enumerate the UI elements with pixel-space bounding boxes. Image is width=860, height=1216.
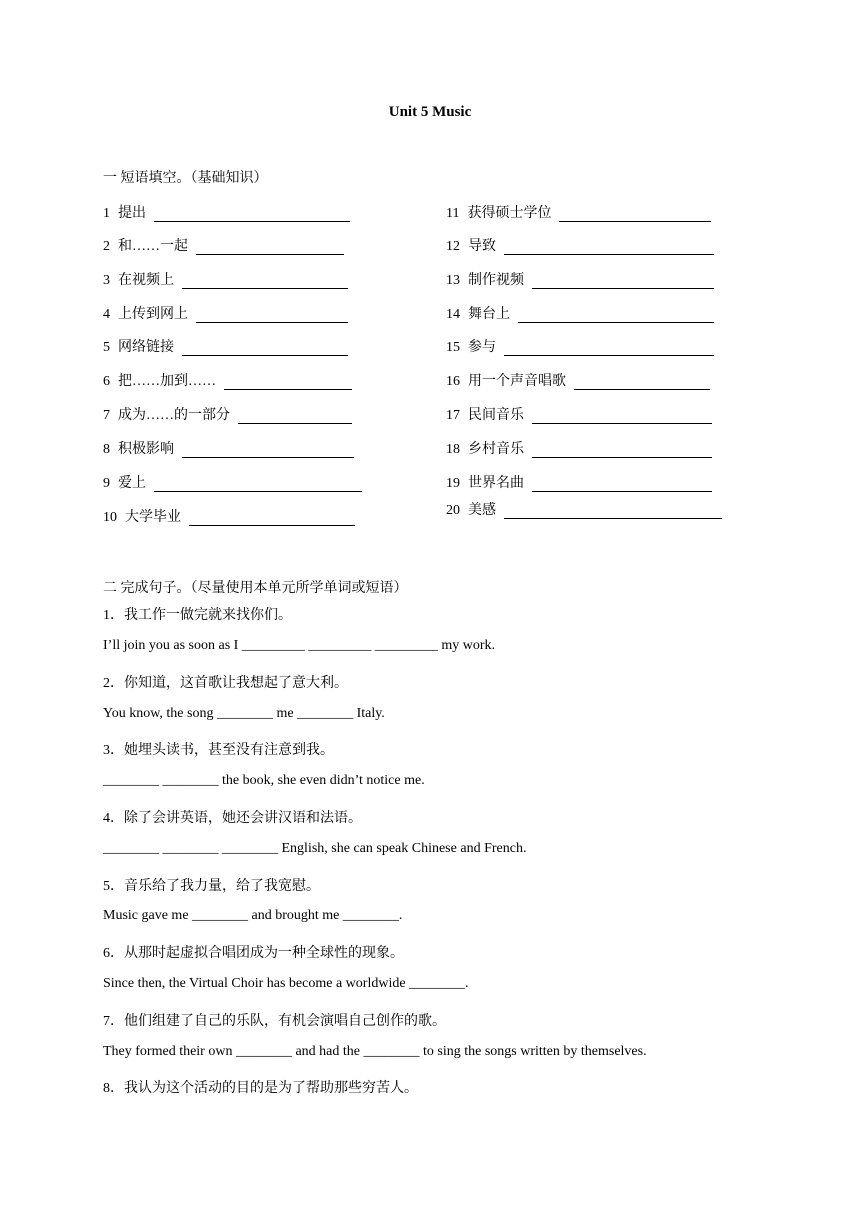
phrase-item	[446, 269, 714, 289]
answer-blank[interactable]	[154, 479, 362, 492]
phrase-item	[103, 336, 348, 356]
sentence-cn: 5．音乐给了我力量，给了我宽慰。	[103, 879, 320, 894]
answer-blank[interactable]	[504, 343, 714, 356]
answer-blank[interactable]	[532, 411, 712, 424]
answer-blank[interactable]	[182, 343, 348, 356]
answer-blank[interactable]	[532, 276, 714, 289]
answer-blank[interactable]	[504, 242, 714, 255]
item-number: 11	[446, 206, 460, 221]
phrase-item	[103, 438, 354, 458]
phrase-text: 导致	[468, 239, 496, 254]
phrase-text: 上传到网上	[118, 307, 188, 322]
sentence-en: Music gave me ________ and brought me ________.	[103, 908, 403, 923]
answer-blank[interactable]	[224, 377, 352, 390]
sentence-cn: 3．她埋头读书，甚至没有注意到我。	[103, 743, 334, 758]
item-number: 12	[446, 239, 460, 254]
item-number: 6	[103, 374, 110, 389]
phrase-text: 大学毕业	[125, 510, 181, 525]
answer-blank[interactable]	[154, 209, 350, 222]
phrase-item	[446, 438, 712, 458]
item-number: 3	[103, 273, 110, 288]
phrase-item	[446, 202, 711, 222]
sentence-cn: 8．我认为这个活动的目的是为了帮助那些穷苦人。	[103, 1081, 418, 1096]
answer-blank[interactable]	[196, 310, 348, 323]
answer-blank[interactable]	[189, 513, 355, 526]
phrase-text: 把……加到……	[118, 374, 216, 389]
phrase-text: 民间音乐	[468, 408, 524, 423]
sentence-en: ________ ________ ________ English, she can speak Chinese and French.	[103, 841, 527, 856]
item-number: 2	[103, 239, 110, 254]
item-number: 1	[103, 206, 110, 221]
phrase-item	[103, 506, 355, 526]
answer-blank[interactable]	[238, 411, 352, 424]
item-number: 18	[446, 442, 460, 457]
sentence-en: They formed their own ________ and had the ________ to sing the songs written by themselves.	[103, 1044, 647, 1059]
answer-blank[interactable]	[504, 506, 722, 519]
phrase-text: 成为……的一部分	[118, 408, 230, 423]
phrase-text: 获得硕士学位	[467, 206, 552, 221]
item-number: 4	[103, 307, 110, 322]
phrase-item	[446, 303, 714, 323]
phrase-text: 美感	[468, 503, 496, 518]
sentence-cn: 4．除了会讲英语，她还会讲汉语和法语。	[103, 811, 362, 826]
phrase-text: 制作视频	[468, 273, 524, 288]
item-number: 13	[446, 273, 460, 288]
section-1-heading: 一 短语填空。（基础知识）	[103, 171, 268, 186]
phrase-item	[446, 336, 714, 356]
phrase-text: 提出	[118, 206, 146, 221]
item-number: 17	[446, 408, 460, 423]
phrase-text: 在视频上	[118, 273, 174, 288]
item-number: 20	[446, 503, 460, 518]
sentence-cn: 2．你知道，这首歌让我想起了意大利。	[103, 676, 348, 691]
phrase-text: 积极影响	[118, 442, 174, 457]
answer-blank[interactable]	[196, 242, 344, 255]
phrase-text: 参与	[468, 340, 496, 355]
phrase-item	[103, 202, 350, 222]
sentence-en: ________ ________ the book, she even didn’t notice me.	[103, 773, 425, 788]
item-number: 7	[103, 408, 110, 423]
sentence-en: You know, the song ________ me ________ Italy.	[103, 706, 385, 721]
item-number: 16	[446, 374, 460, 389]
item-number: 14	[446, 307, 460, 322]
sentence-cn: 7．他们组建了自己的乐队，有机会演唱自己创作的歌。	[103, 1014, 446, 1029]
phrase-text: 网络链接	[118, 340, 174, 355]
phrase-text: 世界名曲	[468, 476, 524, 491]
phrase-item	[103, 303, 348, 323]
item-number: 5	[103, 340, 110, 355]
item-number: 19	[446, 476, 460, 491]
phrase-text: 用一个声音唱歌	[468, 374, 566, 389]
sentence-cn: 6．从那时起虚拟合唱团成为一种全球性的现象。	[103, 946, 404, 961]
section-2-heading: 二 完成句子。（尽量使用本单元所学单词或短语）	[103, 581, 408, 596]
phrase-item	[446, 404, 712, 424]
item-number: 15	[446, 340, 460, 355]
item-number: 10	[103, 510, 117, 525]
phrase-item	[446, 235, 714, 255]
answer-blank[interactable]	[182, 445, 354, 458]
phrase-text: 舞台上	[468, 307, 510, 322]
answer-blank[interactable]	[532, 479, 712, 492]
answer-blank[interactable]	[518, 310, 714, 323]
item-number: 8	[103, 442, 110, 457]
phrase-text: 爱上	[118, 476, 146, 491]
phrase-item	[103, 370, 352, 390]
phrase-item	[103, 404, 352, 424]
answer-blank[interactable]	[574, 377, 710, 390]
answer-blank[interactable]	[182, 276, 348, 289]
phrase-item	[103, 235, 344, 255]
sentence-en: Since then, the Virtual Choir has become a worldwide ________.	[103, 976, 469, 991]
phrase-item	[446, 370, 710, 390]
answer-blank[interactable]	[532, 445, 712, 458]
phrase-item	[446, 472, 712, 492]
phrase-item	[103, 472, 362, 492]
phrase-item	[103, 269, 348, 289]
phrase-text: 乡村音乐	[468, 442, 524, 457]
phrase-text: 和……一起	[118, 239, 188, 254]
answer-blank[interactable]	[559, 209, 711, 222]
sentence-cn: 1．我工作一做完就来找你们。	[103, 608, 292, 623]
page-title: Unit 5 Music	[388, 104, 472, 120]
item-number: 9	[103, 476, 110, 491]
sentence-en: I’ll join you as soon as I _________ _________ _________ my work.	[103, 638, 495, 653]
phrase-item	[446, 499, 722, 519]
